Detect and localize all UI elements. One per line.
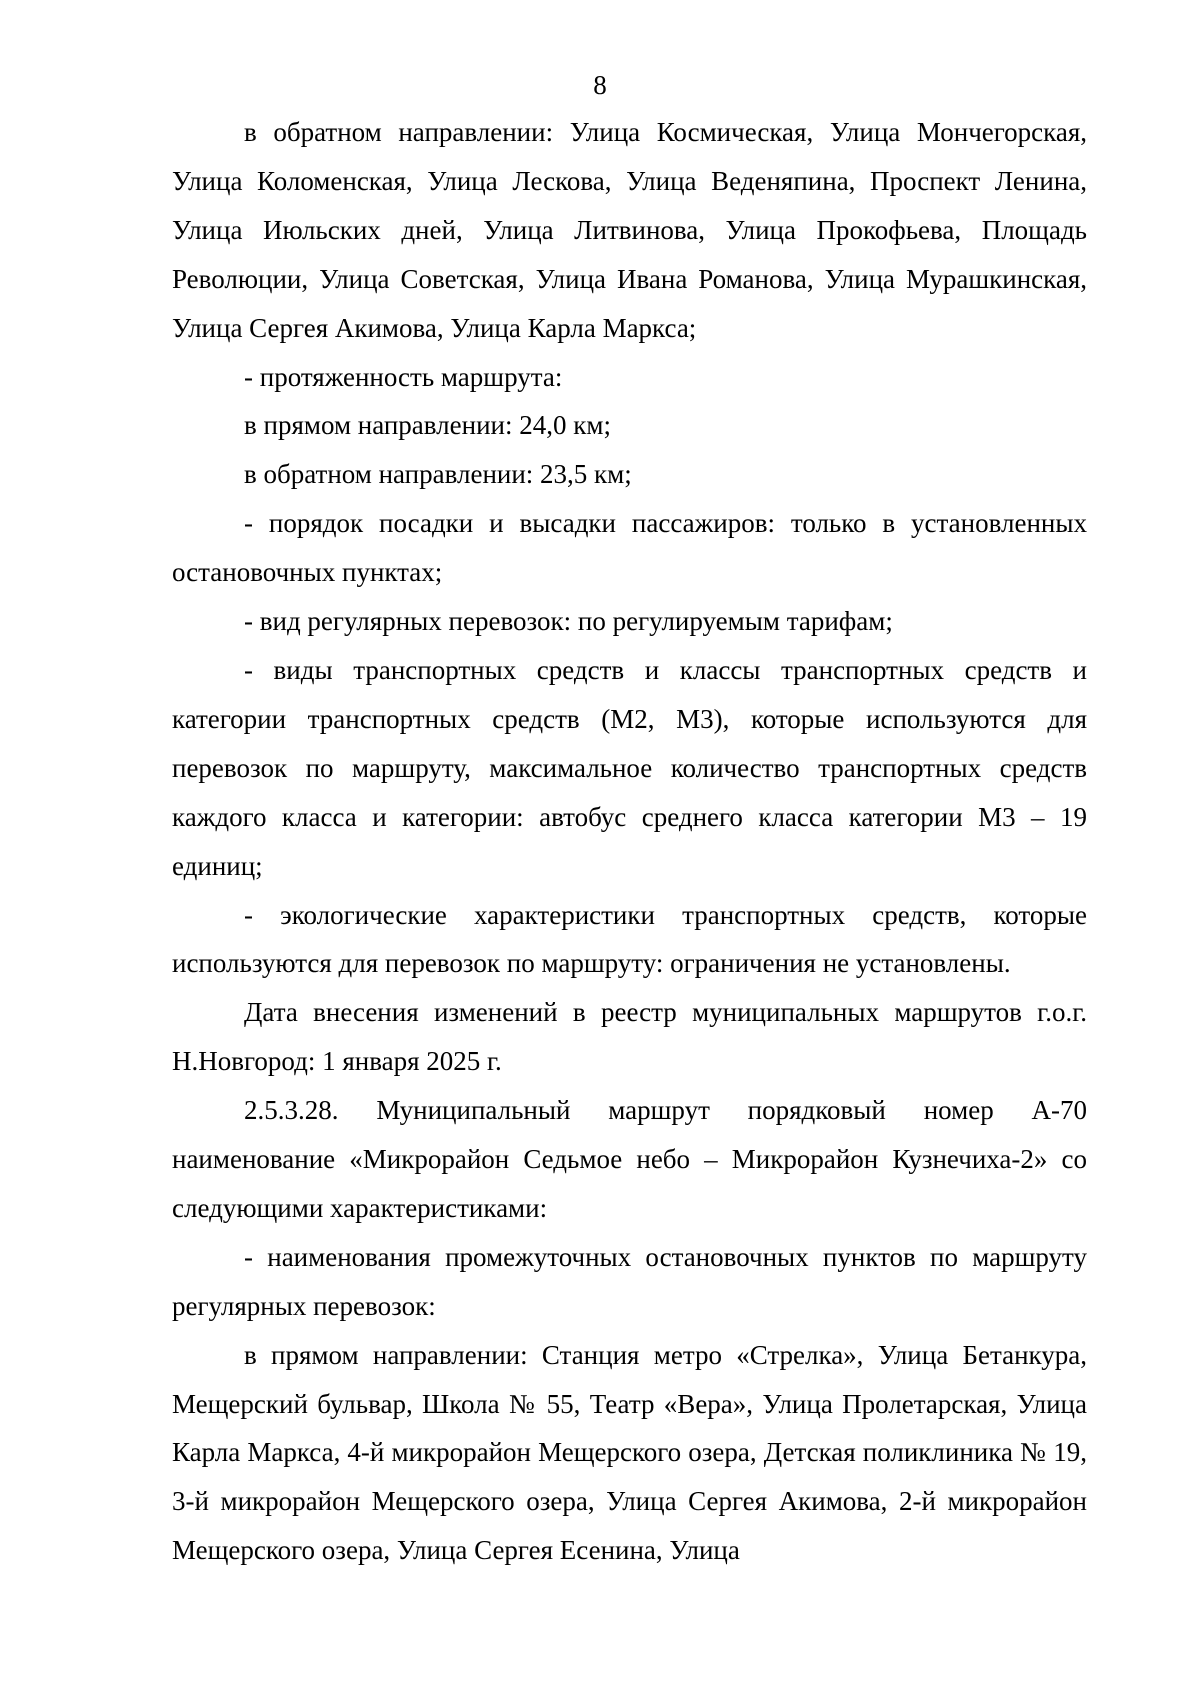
paragraph-registry-date: Дата внесения изменений в реестр муниципальных маршрутов г.о.г. Н.Новгород: 1 января 2025 г.: [172, 997, 1087, 1077]
paragraph-forward-length: в прямом направлении: 24,0 км;: [244, 410, 611, 441]
paragraph-transport-type: - вид регулярных перевозок: по регулируемым тарифам;: [244, 606, 893, 637]
paragraph-reverse-length: в обратном направлении: 23,5 км;: [244, 459, 632, 490]
document-body: [172, 108, 1087, 1575]
paragraph-vehicle-classes: - виды транспортных средств и классы транспортных средств и категории транспортных средств (М2, М3), которые используются для перевозок по маршруту, максимальное количество транспортных средств каждого класса и категории: автобус среднего класса категории М3 – 19 единиц;: [172, 654, 1087, 881]
paragraph-reverse-direction-stops: в обратном направлении: Улица Космическая, Улица Мончегорская, Улица Коломенская, Улица Лескова, Улица Веденяпина, Проспект Ленина, Улица Июльских дней, Улица Литвинова, Улица Прокофьева, Площадь Революции, Улица Советская, Улица Ивана Романова, Улица Мурашкинская, Улица Сергея Акимова, Улица Карла Маркса;: [172, 117, 1087, 343]
paragraph-ecological-characteristics: - экологические характеристики транспортных средств, которые используются для перевозок по маршруту: ограничения не установлены.: [172, 899, 1087, 979]
paragraph-route-a70-heading: 2.5.3.28. Муниципальный маршрут порядковый номер А-70 наименование «Микрорайон Седьмое небо – Микрорайон Кузнечиха-2» со следующими характеристиками:: [172, 1095, 1087, 1223]
paragraph-boarding-order: - порядок посадки и высадки пассажиров: только в установленных остановочных пунктах;: [172, 508, 1087, 588]
paragraph-route-length-heading: - протяженность маршрута:: [244, 361, 563, 392]
page-number: 8: [593, 70, 607, 100]
paragraph-forward-direction-stops: в прямом направлении: Станция метро «Стрелка», Улица Бетанкура, Мещерский бульвар, Школа № 55, Театр «Вера», Улица Пролетарская, Улица Карла Маркса, 4-й микрорайон Мещерского озера, Детская поликлиника № 19, 3-й микрорайон Мещерского озера, Улица Сергея Акимова, 2-й микрорайон Мещерского озера, Улица Сергея Есенина, Улица: [172, 1339, 1087, 1566]
paragraph-intermediate-stops-heading: - наименования промежуточных остановочных пунктов по маршруту регулярных перевозок:: [172, 1241, 1087, 1321]
